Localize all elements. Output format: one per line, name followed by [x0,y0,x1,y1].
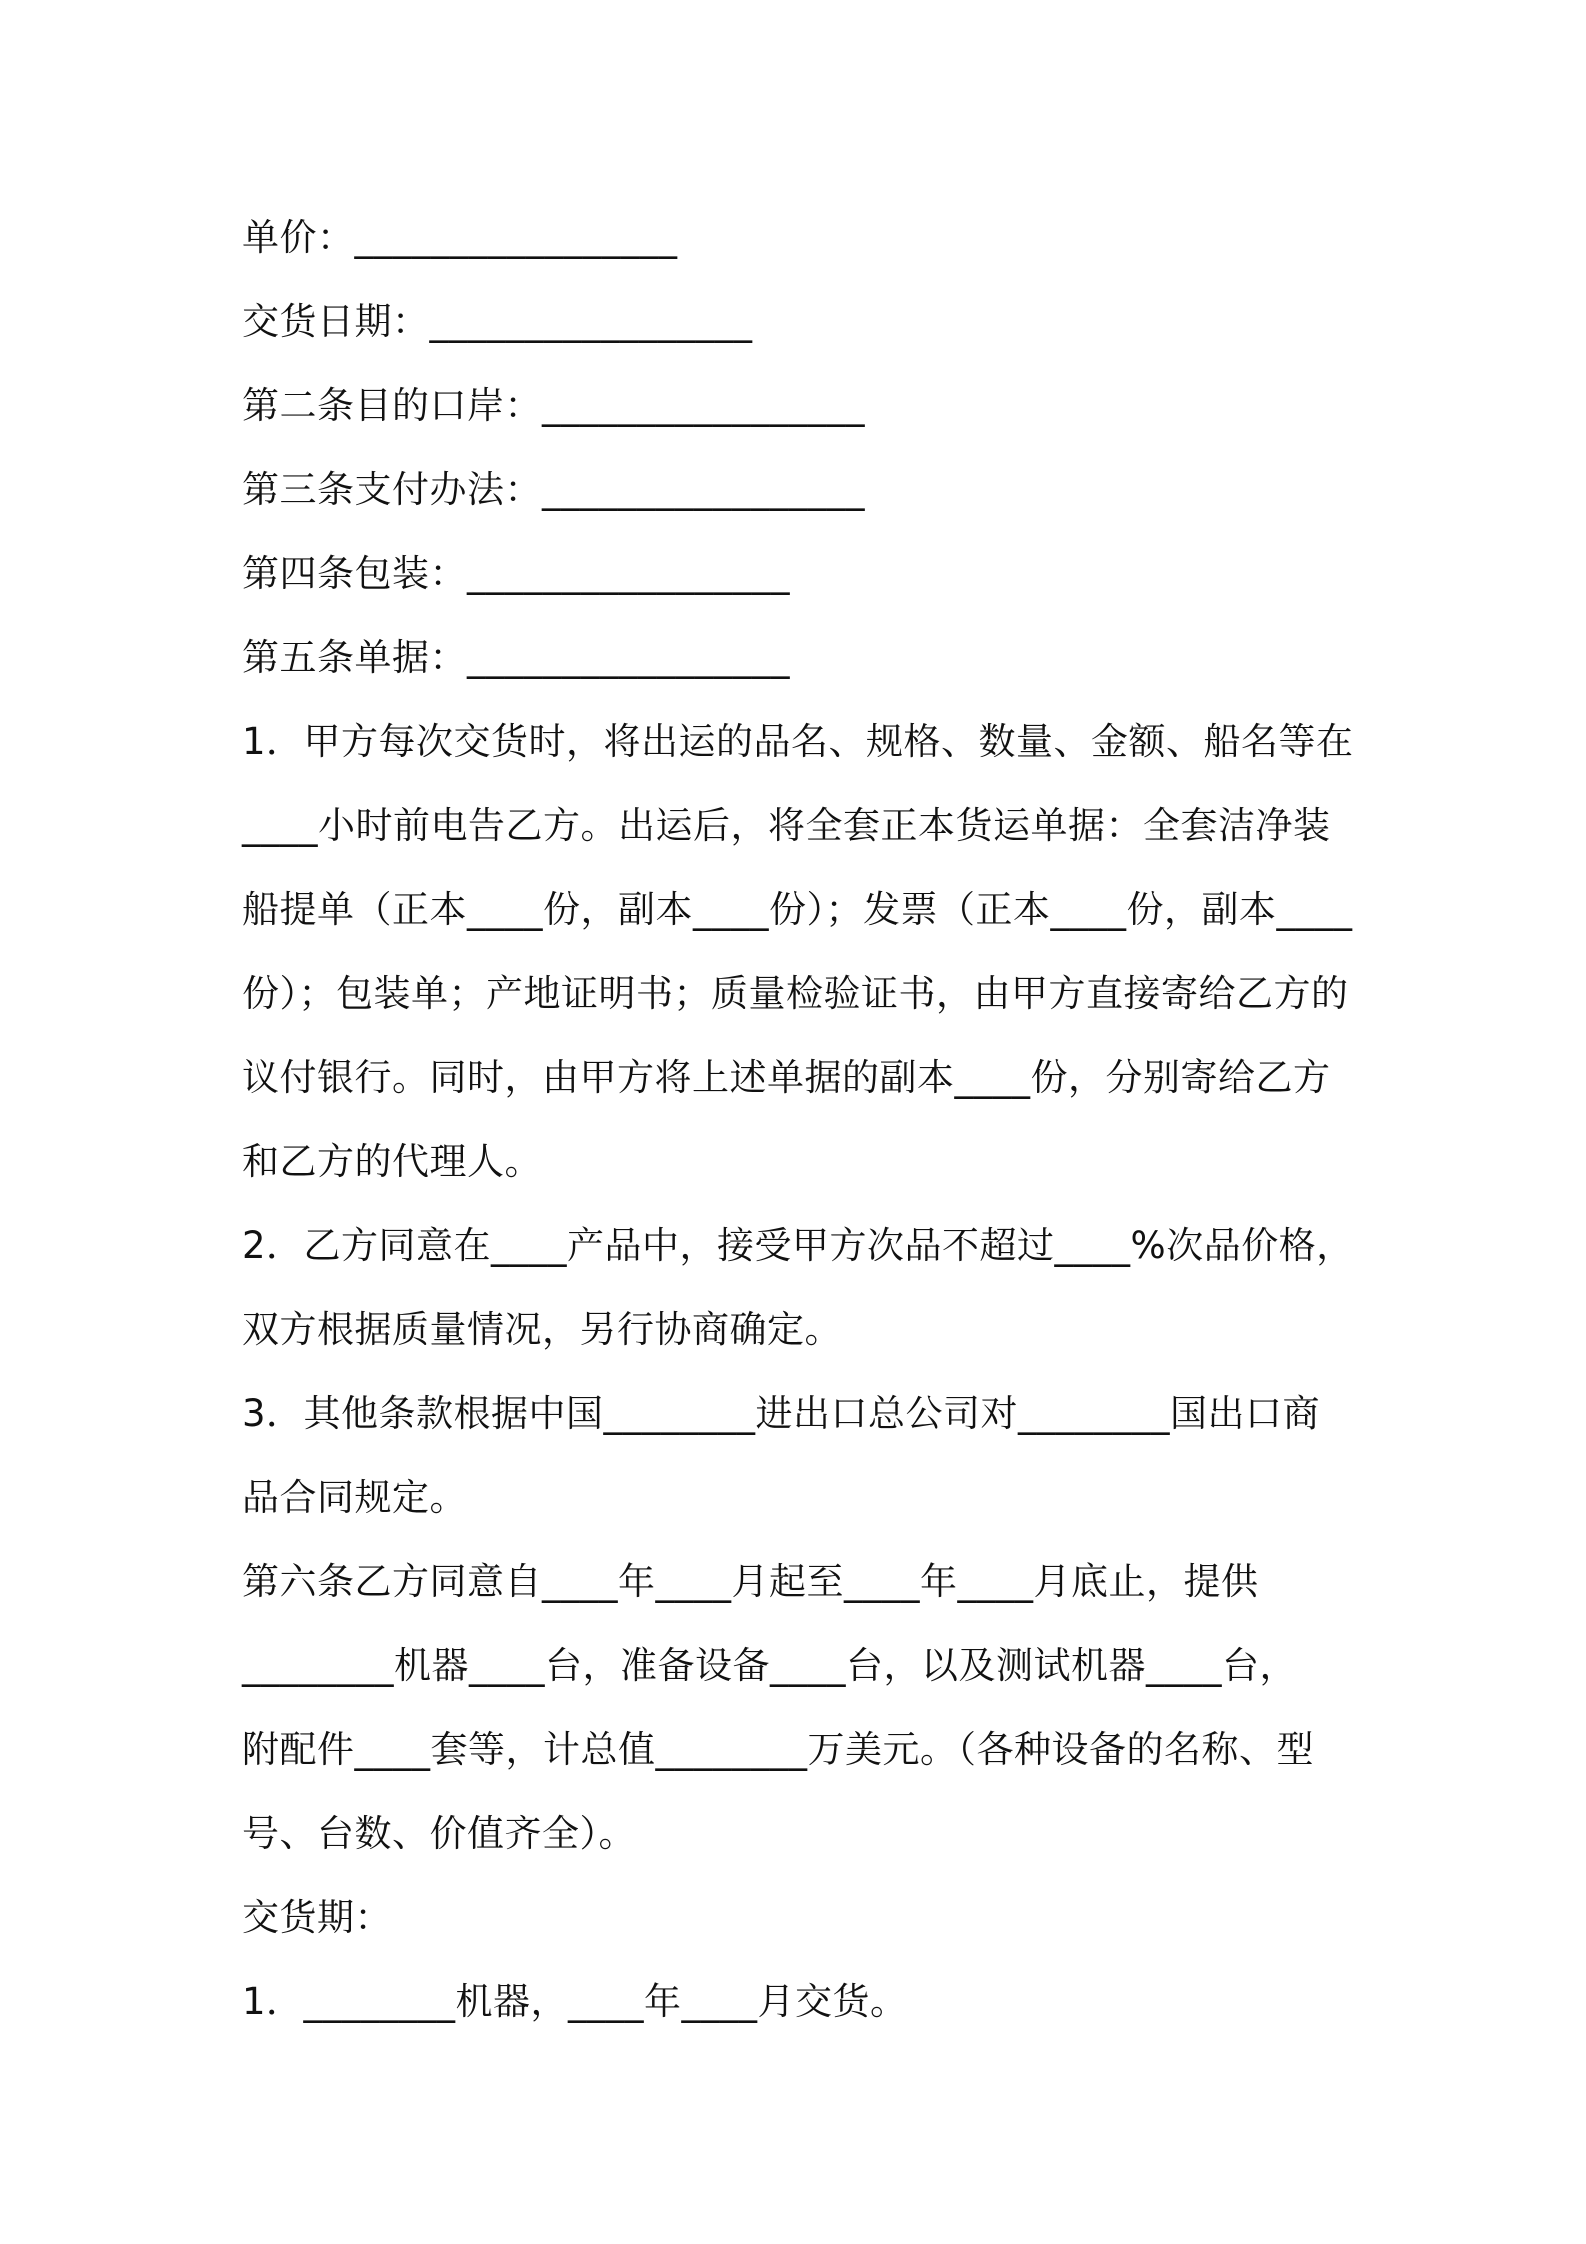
article-4-packing-line: 第四条包装：_________________ [242,552,790,595]
clause-1-line-4: 份）；包装单；产地证明书；质量检验证书，由甲方直接寄给乙方的 [242,972,1349,1015]
delivery-item-1-line: 1．________机器，____年____月交货。 [242,1980,908,2023]
clause-3-line-2: 品合同规定。 [242,1476,467,1519]
article-6-line-4: 号、台数、价值齐全）。 [242,1812,636,1855]
article-6-line-1: 第六条乙方同意自____年____月起至____年____月底止，提供 [242,1560,1259,1603]
article-5-documents-line: 第五条单据：_________________ [242,636,790,679]
clause-1-line-5: 议付银行。同时，由甲方将上述单据的副本____份，分别寄给乙方 [242,1056,1331,1099]
clause-2-line-1: 2．乙方同意在____产品中，接受甲方次品不超过____%次品价格， [242,1224,1354,1267]
delivery-date-line: 交货日期：_________________ [242,300,753,343]
unit-price-line: 单价：_________________ [242,216,678,259]
clause-1-line-1: 1．甲方每次交货时，将出运的品名、规格、数量、金额、船名等在 [242,720,1354,763]
clause-3-line-1: 3．其他条款根据中国________进出口总公司对________国出口商 [242,1392,1321,1435]
clause-1-line-2: ____小时前电告乙方。出运后，将全套正本货运单据：全套洁净装 [242,804,1331,847]
clause-1-line-6: 和乙方的代理人。 [242,1140,542,1183]
contract-body [242,196,1362,2044]
article-6-line-3: 附配件____套等，计总值________万美元。（各种设备的名称、型 [242,1728,1314,1771]
article-2-port-line: 第二条目的口岸：_________________ [242,384,865,427]
clause-1-line-3: 船提单（正本____份，副本____份）；发票（正本____份，副本____ [242,888,1353,931]
delivery-period-heading: 交货期： [242,1896,392,1939]
clause-2-line-2: 双方根据质量情况，另行协商确定。 [242,1308,842,1351]
article-6-line-2: ________机器____台，准备设备____台，以及测试机器____台， [242,1644,1297,1687]
article-3-payment-line: 第三条支付办法：_________________ [242,468,865,511]
